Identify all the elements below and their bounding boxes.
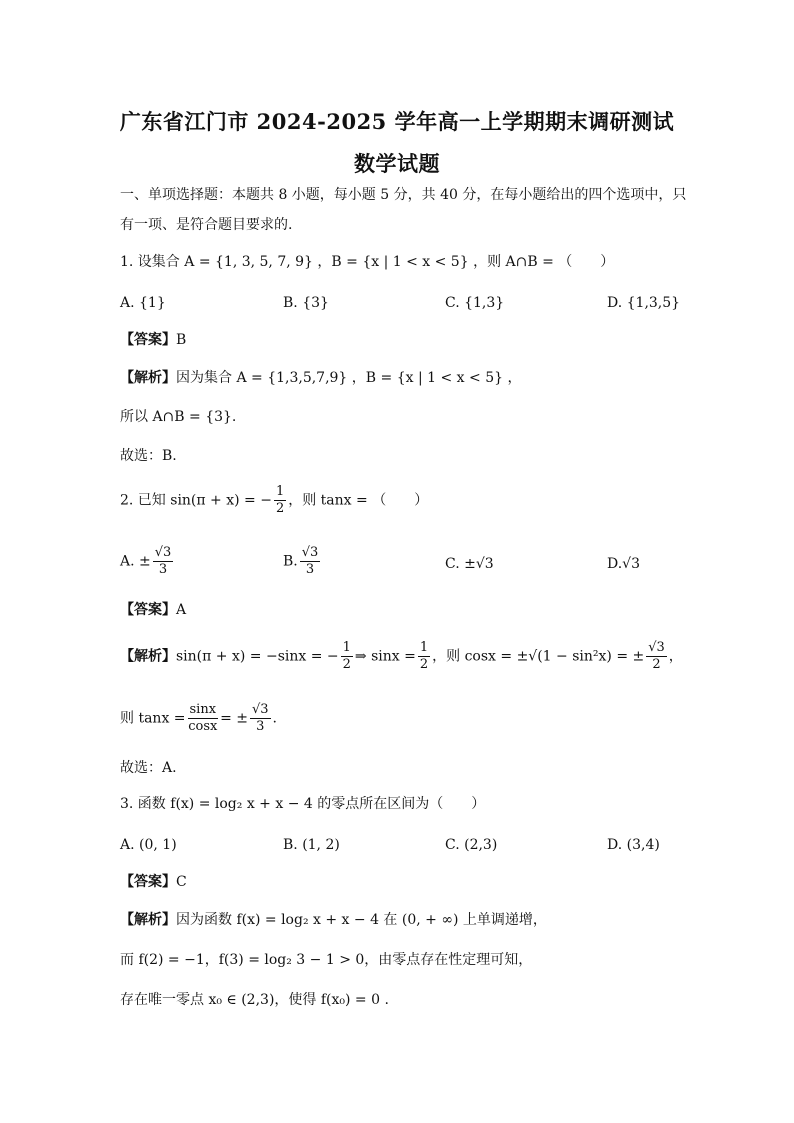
q3-analysis-3: 存在唯一零点 x₀ ∈ (2,3)，使得 f(x₀) = 0 . <box>120 992 389 1008</box>
analysis-label: 【解析】 <box>120 912 176 928</box>
analysis-text-d: ， <box>668 648 683 665</box>
q1-option-d: D. {1,3,5} <box>607 295 681 311</box>
q1-option-c: C. {1,3} <box>445 295 505 311</box>
analysis-text-a: sin(π + x) = −sinx = − <box>176 648 339 665</box>
document-title: 广东省江门市 2024-2025 学年高一上学期期末调研测试 <box>119 109 675 134</box>
analysis-text: 因为函数 f(x) = log₂ x + x − 4 在 (0, + ∞) 上单调递增， <box>176 912 547 928</box>
q1-stem: 1. 设集合 A = {1, 3, 5, 7, 9} ，B = {x | 1 < x < 5} ，则 A∩B = （ ） <box>120 254 615 270</box>
answer-fraction <box>250 702 271 735</box>
q1-analysis-1 <box>120 368 521 388</box>
q3-option-a: A. (0, 1) <box>120 837 177 853</box>
section-intro-line1: 一、单项选择题：本题共 8 小题，每小题 5 分，共 40 分，在每小题给出的四个选项中，只 <box>120 187 687 203</box>
fraction-numerator: √3 <box>648 640 665 655</box>
fraction-numerator: 1 <box>275 484 285 499</box>
q1-analysis-2: 所以 A∩B = {3}. <box>120 409 237 425</box>
root3-over-2-fraction <box>646 640 667 673</box>
answer-value: A <box>176 602 187 618</box>
analysis-label: 【解析】 <box>120 370 176 386</box>
q2-stem <box>120 484 428 517</box>
q2-answer <box>120 600 186 620</box>
q3-option-c: C. (2,3) <box>445 837 498 853</box>
half-fraction-1 <box>341 640 353 673</box>
answer-label: 【答案】 <box>120 602 176 618</box>
fraction-denominator: 3 <box>305 562 315 577</box>
q3-analysis-2: 而 f(2) = −1，f(3) = log₂ 3 − 1 > 0，由零点存在性定理可知， <box>120 952 533 968</box>
fraction-numerator: 1 <box>419 640 429 655</box>
fraction-denominator: cosx <box>188 719 218 734</box>
analysis-text-c: ，则 cosx = ±√(1 − sin²x) = ± <box>432 648 645 665</box>
q1-option-b: B. {3} <box>283 295 329 311</box>
q1-answer <box>120 330 186 350</box>
q3-option-d: D. (3,4) <box>607 837 660 853</box>
fraction-denominator: 2 <box>419 657 429 672</box>
fraction-numerator: √3 <box>154 545 172 560</box>
q3-stem: 3. 函数 f(x) = log₂ x + x − 4 的零点所在区间为（ ） <box>120 796 486 812</box>
analysis-text-c: . <box>272 710 277 727</box>
q1-analysis-3: 故选：B. <box>120 448 177 464</box>
option-fraction <box>300 545 321 578</box>
option-prefix: B. <box>283 553 298 570</box>
q2-stem-prefix: 2. 已知 sin(π + x) = − <box>120 492 272 509</box>
q2-option-a <box>120 545 175 578</box>
q2-option-b <box>283 545 322 578</box>
fraction-numerator: √3 <box>251 702 269 717</box>
analysis-label: 【解析】 <box>120 648 176 665</box>
fraction-denominator: 3 <box>158 562 168 577</box>
analysis-text-b: ⇒ sinx = <box>354 648 416 665</box>
document-subtitle: 数学试题 <box>354 151 440 176</box>
q2-analysis-1 <box>120 640 683 673</box>
analysis-text: 因为集合 A = {1,3,5,7,9} ，B = {x | 1 < x < 5} ， <box>176 370 522 386</box>
fraction-denominator: 2 <box>652 657 661 672</box>
q3-answer <box>120 872 187 892</box>
analysis-text-b: = ± <box>220 710 248 727</box>
answer-value: C <box>176 874 187 890</box>
answer-label: 【答案】 <box>120 332 176 348</box>
section-intro-line2: 有一项、是符合题目要求的. <box>120 217 293 233</box>
analysis-text-a: 则 tanx = <box>120 710 186 727</box>
q2-analysis-2 <box>120 702 277 735</box>
tan-fraction <box>188 702 219 735</box>
fraction-numerator: √3 <box>301 545 319 560</box>
answer-label: 【答案】 <box>120 874 176 890</box>
q2-option-c: C. ±√3 <box>445 556 494 572</box>
half-fraction-2 <box>418 640 430 673</box>
answer-value: B <box>176 332 187 348</box>
option-fraction <box>153 545 174 578</box>
option-prefix: A. ± <box>120 553 151 570</box>
fraction-denominator: 2 <box>342 657 351 672</box>
q2-option-d: D.√3 <box>607 556 641 572</box>
q2-stem-fraction <box>274 484 286 517</box>
q1-option-a: A. {1} <box>120 295 166 311</box>
q2-analysis-3: 故选：A. <box>120 760 177 776</box>
fraction-denominator: 3 <box>256 719 265 734</box>
fraction-numerator: sinx <box>189 702 217 717</box>
fraction-denominator: 2 <box>275 501 285 516</box>
q2-stem-suffix: ，则 tanx = （ ） <box>288 492 429 509</box>
q3-option-b: B. (1, 2) <box>283 837 340 853</box>
fraction-numerator: 1 <box>342 640 351 655</box>
q3-analysis-1 <box>120 910 547 930</box>
